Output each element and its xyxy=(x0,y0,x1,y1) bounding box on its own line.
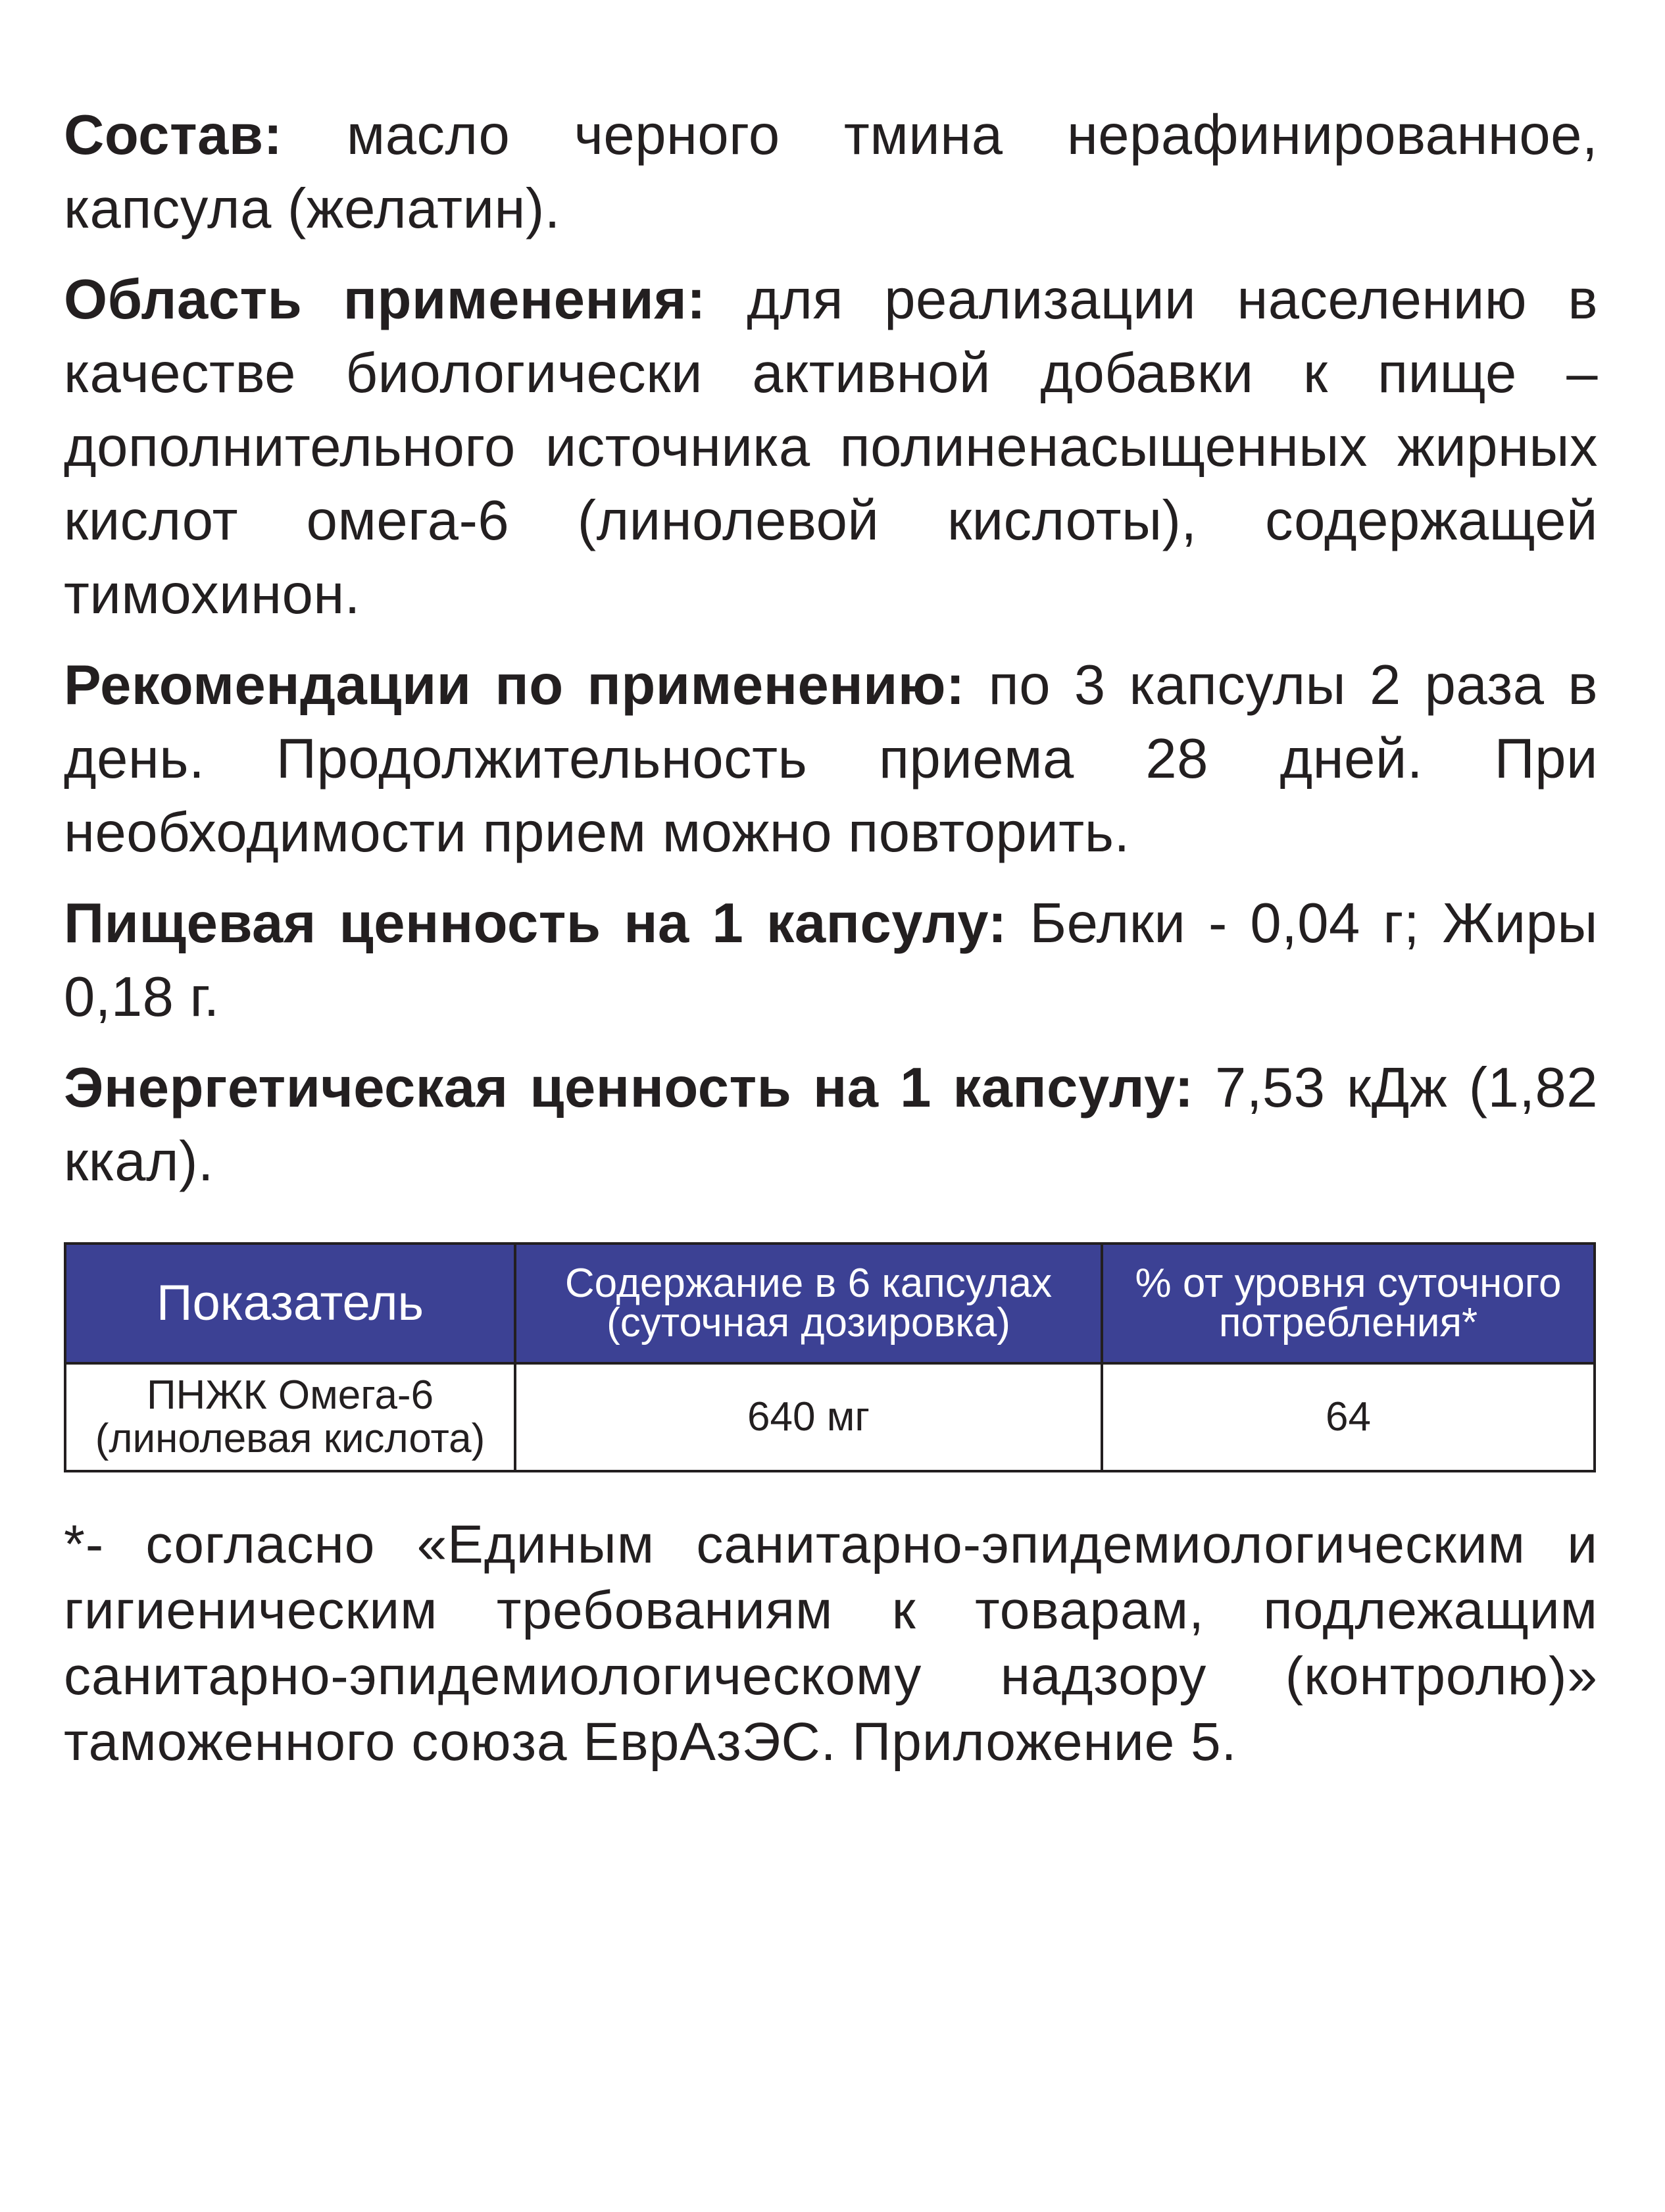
table-cell-content: 640 мг xyxy=(515,1363,1102,1471)
nutrition-value-text: Белки - 0,04 г; Жиры 0,18 г. xyxy=(64,892,1598,1028)
footnote: *- согласно «Единым санитарно-эпидемиологическим и гигиеническим требованиям к товарам, подлежащим санитарно-эпидемиологическому надзору (контролю)» таможенного союза ЕврАзЭС. Приложение 5. xyxy=(64,1515,1598,1772)
nutrition-value-section xyxy=(64,887,1598,1034)
usage-area-label: Область применения: xyxy=(64,268,706,331)
table-cell-daily-percent: 64 xyxy=(1102,1363,1595,1471)
product-info xyxy=(64,99,1598,1216)
energy-value-label: Энергетическая ценность на 1 капсулу: xyxy=(64,1057,1194,1119)
usage-area-section xyxy=(64,263,1598,632)
nutrient-table xyxy=(64,1242,1596,1472)
table-header-content: Содержание в 6 капсулах (суточная дозировка) xyxy=(515,1244,1102,1363)
energy-value-text: 7,53 кДж (1,82 ккал). xyxy=(64,1057,1599,1193)
composition-section xyxy=(64,99,1598,246)
usage-area-text: для реализации населению в качестве биологически активной добавки к пище – дополнительного источника полиненасыщенных жирных кислот омега-6 (линолевой кислоты), содержащей тимохинон. xyxy=(64,268,1598,626)
recommendations-text: по 3 капсулы 2 раза в день. Продолжительность приема 28 дней. При необходимости прием можно повторить. xyxy=(64,654,1598,864)
composition-label: Состав: xyxy=(64,104,283,166)
table-row xyxy=(65,1363,1595,1471)
table-header-indicator: Показатель xyxy=(65,1244,515,1363)
recommendations-section xyxy=(64,649,1598,870)
table-cell-indicator: ПНЖК Омега-6 (линолевая кислота) xyxy=(65,1363,515,1471)
table-header-daily-percent: % от уровня суточного потребления* xyxy=(1102,1244,1595,1363)
energy-value-section xyxy=(64,1051,1598,1199)
composition-text: масло черного тмина нерафинированное, капсула (желатин). xyxy=(64,104,1598,240)
table-header-row xyxy=(65,1244,1595,1363)
recommendations-label: Рекомендации по применению: xyxy=(64,654,965,716)
nutrition-value-label: Пищевая ценность на 1 капсулу: xyxy=(64,892,1007,955)
